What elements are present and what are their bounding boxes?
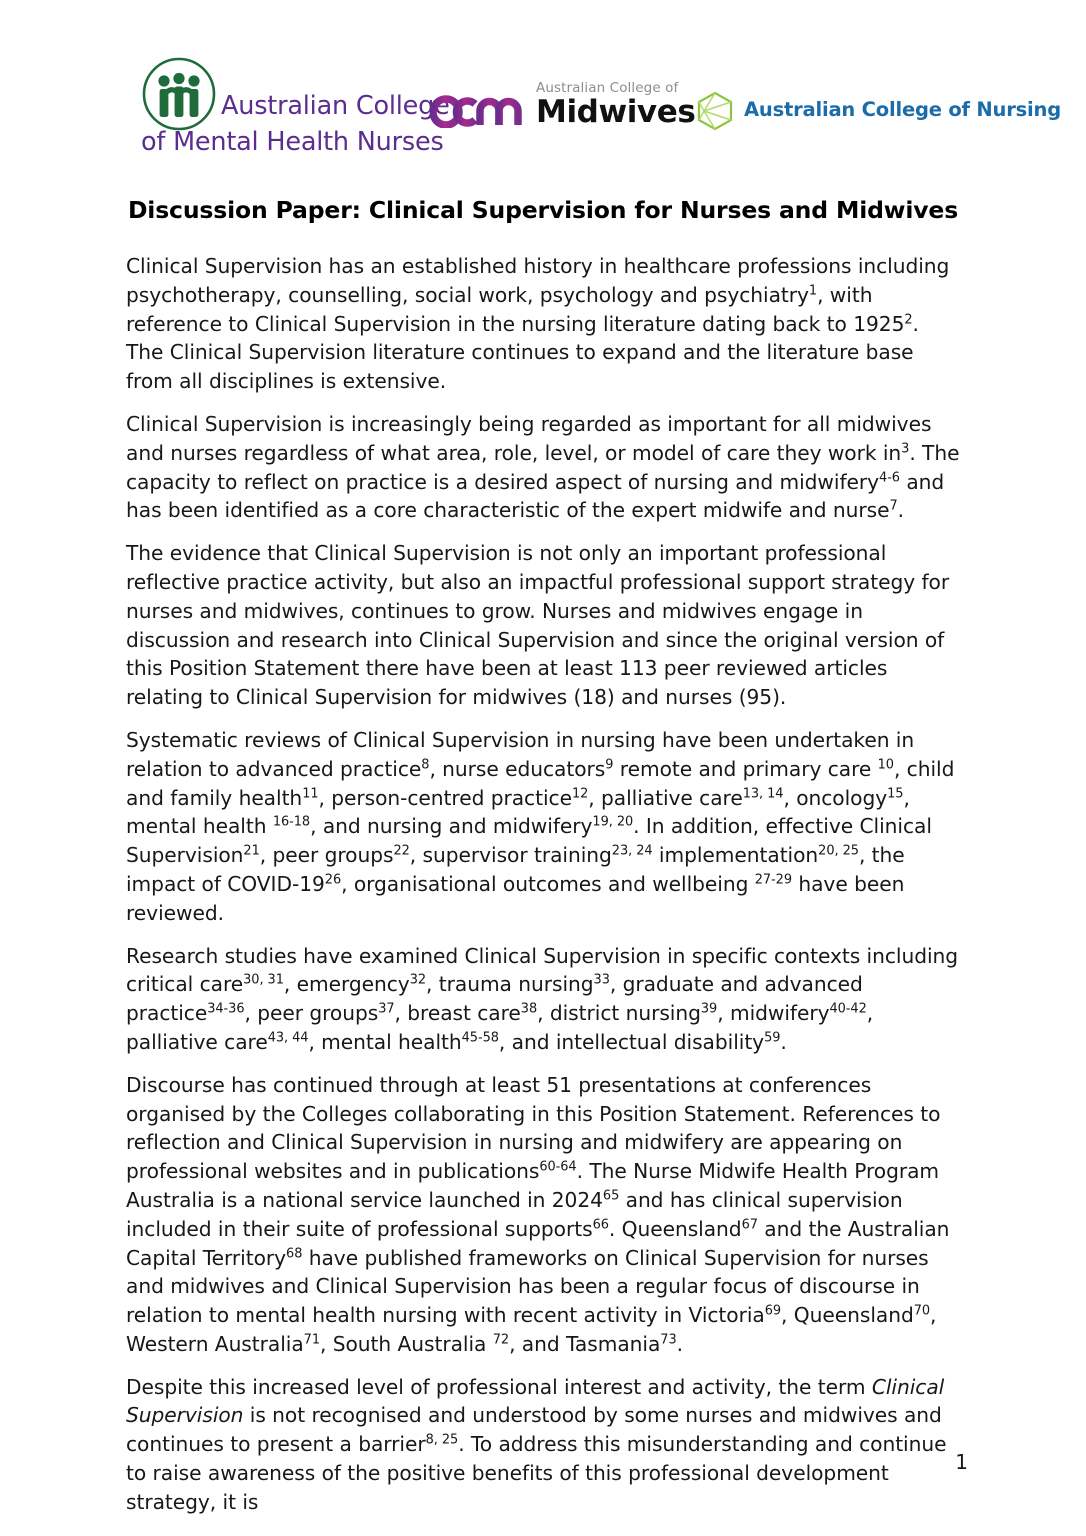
paragraph-1: Clinical Supervision has an established history in healthcare professions including psychotherapy, counselling, social work, psychology and psychiatry$^1$, with reference to Clinical Supervision in the nursing literature dating back to 1925$^2$. The Clinical Supervision literature continues to expand and the literature base from all disciplines is extensive. bbox=[126, 254, 950, 394]
document-content bbox=[126, 196, 960, 1531]
logo-australian-college-of-mental-health-nurses bbox=[141, 56, 450, 164]
page-number: 1 bbox=[955, 1450, 968, 1474]
page-title: Discussion Paper: Clinical Supervision for Nurses and Midwives bbox=[127, 196, 959, 224]
acn-wordmark: Australian College of Nursing bbox=[744, 98, 1061, 121]
acmhn-wordmark-line2: of Mental Health Nurses bbox=[141, 127, 444, 157]
acm-subtitle: Australian College of bbox=[536, 80, 679, 96]
acmhn-wordmark bbox=[141, 56, 450, 164]
acmhn-wordmark-line1: Australian College bbox=[221, 91, 450, 121]
paragraph-4: Systematic reviews of Clinical Supervision in nursing have been undertaken in relation to advanced practice$^8$, nurse educators$^9$ remote and primary care $^{10}$, child and family health$^{11}$, person-centred practice$^{12}$, palliative care$^{13, 14}$, oncology$^{15}$, mental health $^{16-18}$, and nursing and midwifery$^{19, 20}$. In addition, effective Clinical Supervision$^{21}$, peer groups$^{22}$, supervisor training$^{23, 24}$ implementation$^{20, 25}$, the impact of COVID-$19^{26}$, organisational outcomes and wellbeing $^{27-29}$ have been reviewed. bbox=[126, 727, 955, 925]
acm-wordmark-icon bbox=[430, 84, 528, 128]
paragraph-3: The evidence that Clinical Supervision is not only an important professional reflective practice activity, but also an impactful professional support strategy for nurses and midwives, continues to grow. Nurses and midwives engage in discussion and research into Clinical Supervision and since the original version of this Position Statement there have been at least 113 peer reviewed articles relating to Clinical Supervision for midwives (18) and nurses (95). bbox=[126, 541, 950, 710]
logo-bar bbox=[0, 44, 1086, 164]
logo-australian-college-of-nursing bbox=[694, 88, 1061, 136]
acn-hexagon-icon bbox=[694, 90, 736, 132]
acm-title: Midwives bbox=[536, 94, 696, 130]
paragraph-7: Despite this increased level of professional interest and activity, the term Clinical Supervision is not recognised and understood by some nurses and midwives and continues to present a barrier$^{8, 25}$. To address this misunderstanding and continue to raise awareness of the positive benefits of this professional development strategy, it is bbox=[126, 1374, 947, 1514]
paragraph-2: Clinical Supervision is increasingly being regarded as important for all midwives and nurses regardless of what area, role, level, or model of care they work $in^3$. The capacity to reflect on practice is a desired aspect of nursing and midwifery$^{4-6}$ and has been identified as a core characteristic of the expert midwife and nurse$^7$. bbox=[126, 411, 960, 523]
logo-australian-college-of-midwives bbox=[430, 80, 696, 140]
paragraph-5: Research studies have examined Clinical Supervision in specific contexts including critical care$^{30, 31}$, emergency$^{32}$, trauma nursing$^{33}$, graduate and advanced practice$^{34-36}$, peer groups$^{37}$, breast care$^{38}$, district nursing$^{39}$, midwifery$^{40-42}$, palliative care$^{43, 44}$, mental health$^{45-58}$, and intellectual disability$^{59}$. bbox=[126, 943, 959, 1054]
paragraph-6: Discourse has continued through at least 51 presentations at conferences organised by the Colleges collaborating in this Position Statement. References to reflection and Clinical Supervision in nursing and midwifery are appearing on professional websites and in publications$^{60-64}$. The Nurse Midwife Health Program Australia is a national service launched in 2024$^{65}$ and has clinical supervision included in their suite of professional supports$^{66}$. Queensland$^{67}$ and the Australian Capital Territory$^{68}$ have published frameworks on Clinical Supervision for nurses and midwives and Clinical Supervision has been a regular focus of discourse in relation to mental health nursing with recent activity in Victoria$^{69}$, Queensland$^{70}$, Western Australia$^{71}$, South Australia $^{72}$, and Tasmania$^{73}$. bbox=[126, 1072, 950, 1356]
